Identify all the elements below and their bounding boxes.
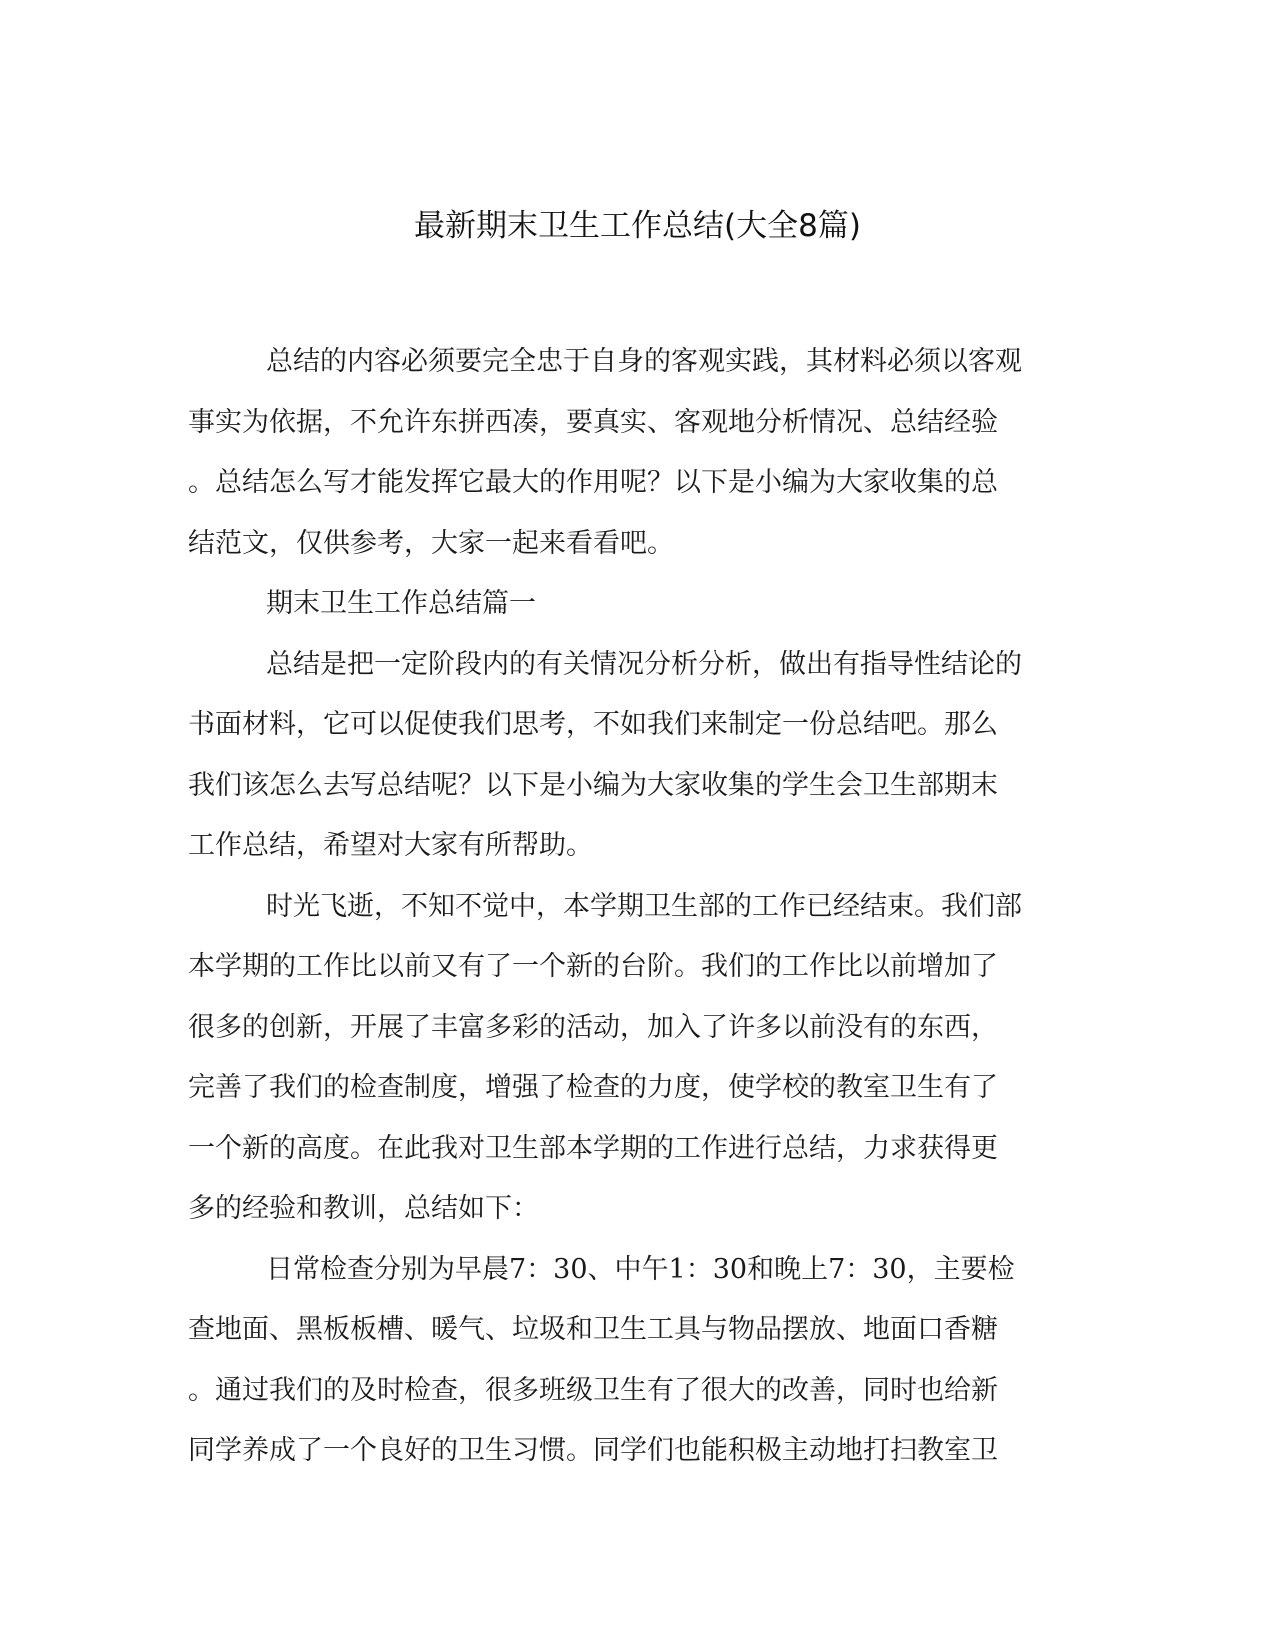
body-line: 总结的内容必须要完全忠于自身的客观实践，其材料必须以客观: [266, 346, 1022, 377]
body-line: 完善了我们的检查制度，增强了检查的力度，使学校的教室卫生有了: [188, 1072, 998, 1103]
body-line: 总结是把一定阶段内的有关情况分析分析，做出有指导性结论的: [266, 648, 1022, 680]
body-line: 。总结怎么写才能发挥它最大的作用呢？以下是小编为大家收集的总: [188, 467, 998, 498]
body-line: 多的经验和教训，总结如下：: [188, 1193, 539, 1224]
body-line: 结范文，仅供参考，大家一起来看看吧。: [188, 527, 674, 559]
document-title: 最新期末卫生工作总结(大全8篇): [414, 208, 861, 244]
body-line: 查地面、黑板板槽、暖气、垃圾和卫生工具与物品摆放、地面口香糖: [188, 1314, 998, 1345]
body-line: 。通过我们的及时检查，很多班级卫生有了很大的改善，同时也给新: [188, 1374, 998, 1406]
document-body: [188, 332, 1068, 1482]
body-line: 工作总结，希望对大家有所帮助。: [188, 830, 593, 861]
body-line: 书面材料，它可以促使我们思考，不如我们来制定一份总结吧。那么: [188, 709, 998, 740]
body-line: 本学期的工作比以前又有了一个新的台阶。我们的工作比以前增加了: [188, 951, 998, 982]
body-line: 同学养成了一个良好的卫生习惯。同学们也能积极主动地打扫教室卫: [188, 1435, 998, 1466]
body-line: 一个新的高度。在此我对卫生部本学期的工作进行总结，力求获得更: [188, 1132, 998, 1164]
body-line: 期末卫生工作总结篇一: [266, 588, 536, 619]
body-line: 很多的创新，开展了丰富多彩的活动，加入了许多以前没有的东西，: [188, 1011, 998, 1043]
body-line: 日常检查分别为早晨7：30、中午1：30和晚上7：30，主要检: [266, 1253, 1015, 1285]
body-line: 我们该怎么去写总结呢？以下是小编为大家收集的学生会卫生部期末: [188, 769, 998, 801]
body-line: 事实为依据，不允许东拼西凑，要真实、客观地分析情况、总结经验: [188, 406, 998, 438]
body-line: 时光飞逝，不知不觉中，本学期卫生部的工作已经结束。我们部: [266, 890, 1022, 922]
